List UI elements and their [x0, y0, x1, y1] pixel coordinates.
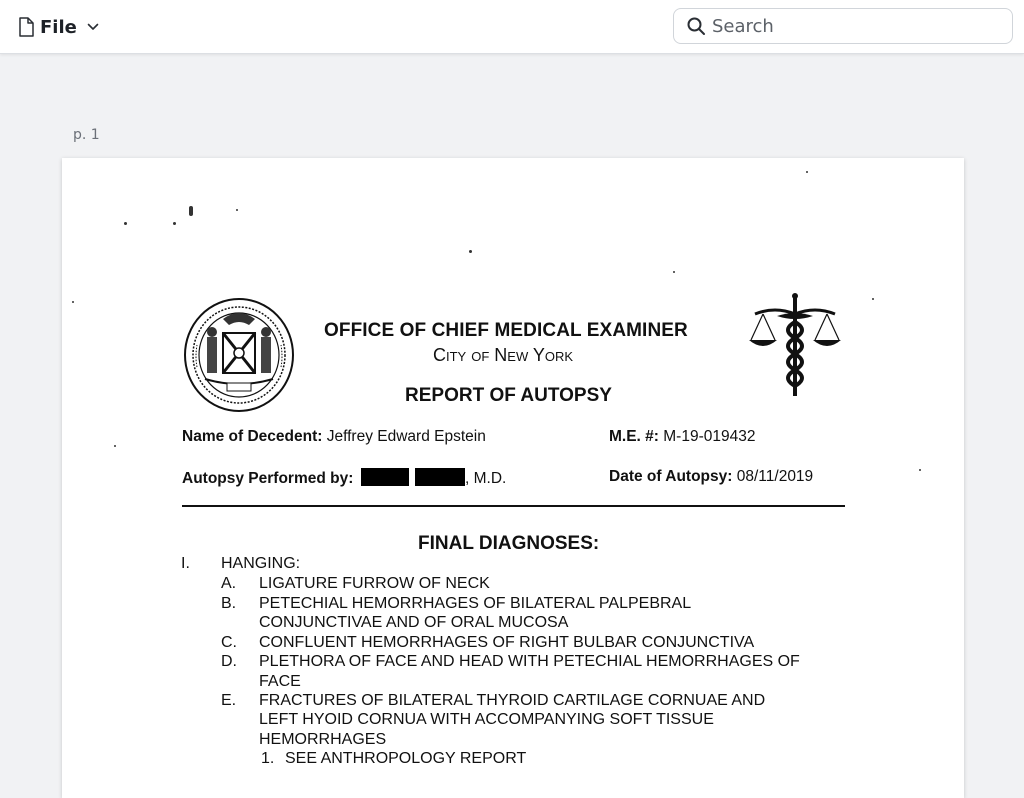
final-diagnoses-title: FINAL DIAGNOSES: [418, 533, 600, 554]
diagnosis-text: HEMORRHAGES [259, 731, 387, 748]
document-icon [18, 17, 34, 37]
diagnosis-text: CONJUNCTIVAE AND OF ORAL MUCOSA [259, 614, 569, 631]
search-input[interactable] [712, 16, 1002, 37]
scan-speck [114, 445, 116, 447]
redaction-bar [361, 468, 409, 486]
diagnosis-text: FRACTURES OF BILATERAL THYROID CARTILAGE CORNUAE AND [259, 692, 766, 709]
document-page [62, 158, 964, 798]
diagnosis-text: PLETHORA OF FACE AND HEAD WITH PETECHIAL HEMORRHAGES OF [259, 653, 800, 670]
scan-speck [173, 222, 176, 225]
diagnosis-text: CONFLUENT HEMORRHAGES OF RIGHT BULBAR CONJUNCTIVA [259, 634, 755, 651]
performed-by-field [182, 468, 506, 488]
autopsy-date-value: 08/11/2019 [736, 468, 814, 485]
diagnosis-number: A. [221, 575, 237, 592]
scan-speck [673, 271, 675, 273]
caduceus-scales-logo [747, 292, 845, 400]
file-menu-label: File [40, 16, 77, 38]
chevron-down-icon [87, 23, 99, 31]
city-seal-logo [183, 297, 295, 413]
office-subtitle: City of New York [433, 345, 574, 365]
diagnosis-text: LEFT HYOID CORNUA WITH ACCOMPANYING SOFT TISSUE [259, 711, 714, 728]
diagnosis-text: HANGING: [221, 555, 301, 572]
diagnosis-number: 1. [261, 750, 275, 767]
scan-speck [189, 206, 193, 216]
decedent-value: Jeffrey Edward Epstein [326, 428, 486, 445]
redaction-bar [415, 468, 465, 486]
search-box[interactable] [673, 8, 1013, 44]
diagnosis-number: B. [221, 595, 237, 612]
file-menu-button[interactable] [18, 12, 99, 42]
diagnosis-number: E. [221, 692, 237, 709]
header-divider [182, 505, 845, 507]
office-title: OFFICE OF CHIEF MEDICAL EXAMINER [324, 320, 688, 341]
diagnosis-number: C. [221, 634, 237, 651]
scan-speck [919, 469, 921, 471]
me-number-value: M-19-019432 [663, 428, 756, 445]
diagnosis-text: PETECHIAL HEMORRHAGES OF BILATERAL PALPEBRAL [259, 595, 692, 612]
diagnosis-number: I. [181, 555, 190, 572]
me-number-field [609, 428, 755, 446]
diagnosis-text: LIGATURE FURROW OF NECK [259, 575, 490, 592]
report-title: REPORT OF AUTOPSY [405, 385, 612, 406]
scan-speck [469, 250, 472, 253]
scan-speck [236, 209, 238, 211]
toolbar [0, 0, 1024, 54]
performed-by-suffix: , M.D. [465, 470, 507, 487]
diagnosis-number: D. [221, 653, 237, 670]
page-number-label: p. 1 [73, 127, 100, 143]
me-number-label: M.E. #: [609, 428, 659, 445]
autopsy-date-label: Date of Autopsy: [609, 468, 733, 485]
diagnosis-text: SEE ANTHROPOLOGY REPORT [285, 750, 527, 767]
performed-by-label: Autopsy Performed by: [182, 470, 354, 487]
scan-speck [872, 298, 874, 300]
scan-speck [806, 171, 808, 173]
scan-speck [72, 301, 74, 303]
autopsy-date-field [609, 468, 813, 486]
scan-speck [124, 222, 127, 225]
search-icon [686, 16, 706, 36]
decedent-label: Name of Decedent: [182, 428, 323, 445]
decedent-field [182, 428, 486, 446]
diagnosis-text: FACE [259, 673, 301, 690]
